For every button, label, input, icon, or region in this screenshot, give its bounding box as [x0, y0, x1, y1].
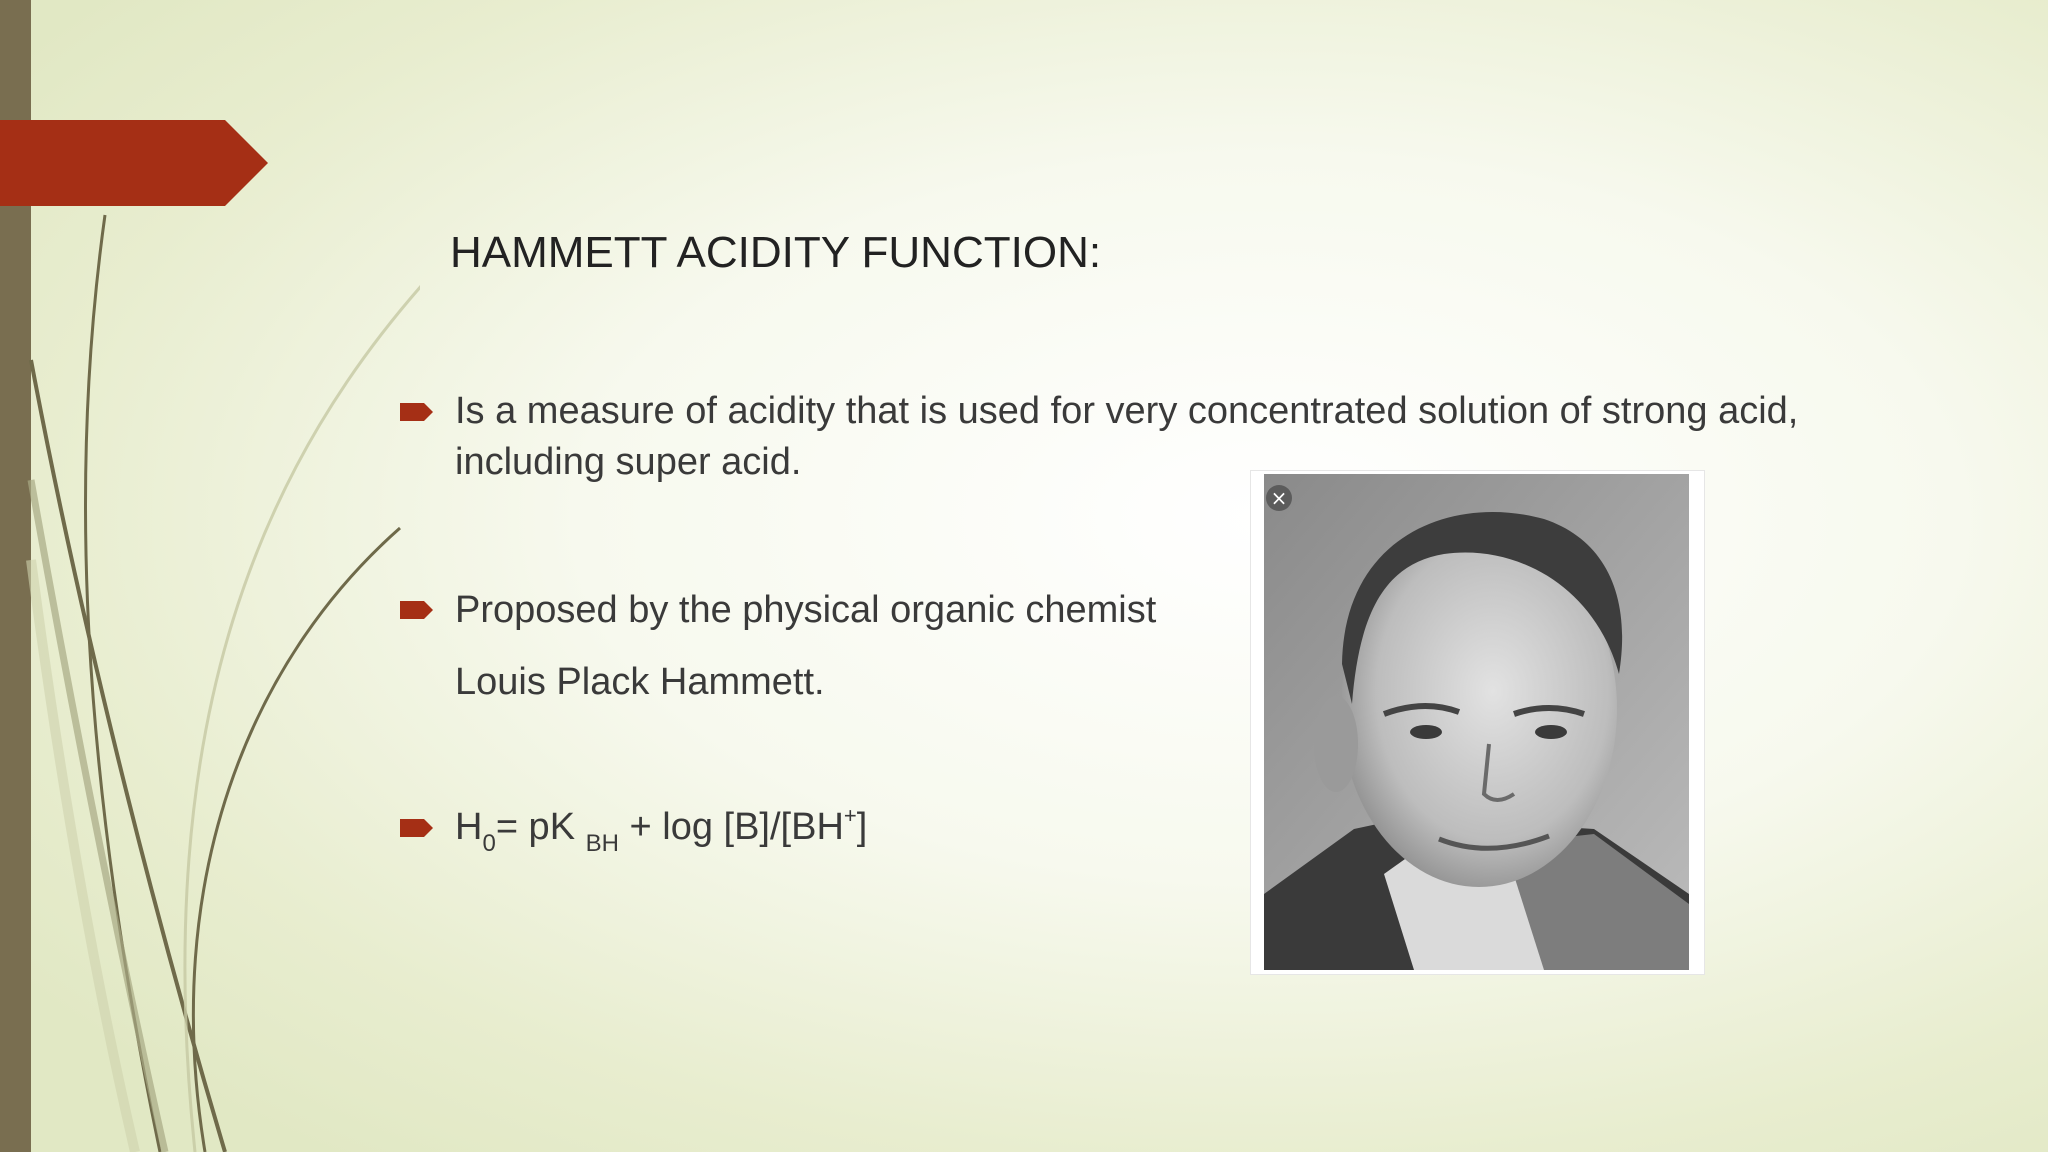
portrait-photo[interactable]	[1250, 470, 1705, 975]
formula-bracket: ]	[856, 806, 868, 848]
slide-title: HAMMETT ACIDITY FUNCTION:	[450, 228, 1102, 277]
formula-log-term: + log [B]/[BH	[618, 806, 844, 848]
formula-pk-subscript: BH	[585, 830, 619, 857]
formula-pk: = pK	[495, 806, 576, 848]
portrait-photo-image	[1264, 474, 1689, 970]
arrow-bullet-icon	[400, 817, 433, 839]
formula-superscript: +	[843, 803, 857, 828]
bullet-line: Proposed by the physical organic chemist	[455, 589, 1157, 631]
bullet-line: including super acid.	[455, 441, 802, 483]
arrow-bullet-icon	[400, 599, 433, 621]
bullet-line: Is a measure of acidity that is used for very concentrated solution of strong acid,	[455, 390, 1799, 432]
close-icon[interactable]: ×	[1266, 485, 1292, 511]
arrow-bullet-icon	[400, 401, 433, 423]
bullet-text	[455, 574, 1156, 718]
hammett-formula	[455, 802, 867, 857]
formula-h: H	[455, 806, 483, 848]
formula-h-subscript: 0	[482, 830, 496, 857]
bullet-line: Louis Plack Hammett.	[455, 661, 825, 703]
title-arrow-tab	[0, 120, 270, 206]
